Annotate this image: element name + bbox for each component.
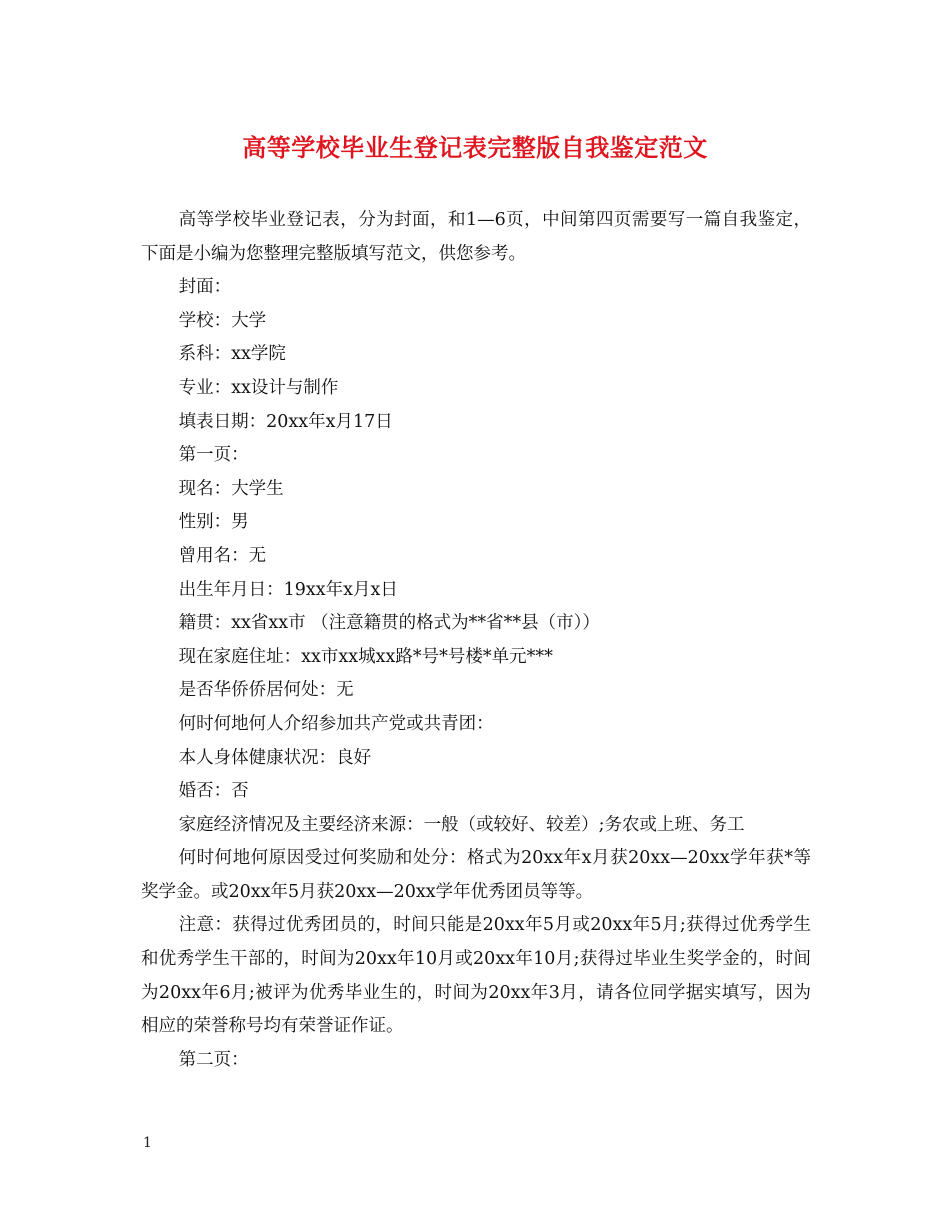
document-body (141, 204, 811, 1077)
former-name-line: 曾用名：无 (178, 545, 267, 566)
health-line: 本人身体健康状况：良好 (178, 747, 372, 768)
party-intro-line: 何时何地何人介绍参加共产党或共青团： (178, 713, 494, 734)
cover-heading: 封面： (178, 277, 232, 298)
page-two-heading: 第二页： (178, 1049, 249, 1070)
native-place-line: 籍贯：xx省xx市 （注意籍贯的格式为**省**县（市）） (178, 613, 600, 634)
awards-paragraph: 何时何地何原因受过何奖励和处分：格式为20xx年x月获20xx—20xx学年获*等奖学金。或20xx年5月获20xx—20xx学年优秀团员等等。 (141, 848, 811, 902)
marital-line: 婚否：否 (178, 781, 249, 802)
major-line: 专业：xx设计与制作 (178, 377, 339, 398)
page-one-heading: 第一页： (178, 445, 249, 466)
department-line: 系科：xx学院 (178, 344, 286, 365)
page-number: 1 (143, 1135, 152, 1151)
name-line: 现名：大学生 (178, 478, 284, 499)
document-title: 高等学校毕业生登记表完整版自我鉴定范文 (242, 133, 708, 162)
overseas-line: 是否华侨侨居何处：无 (178, 680, 354, 701)
intro-paragraph: 高等学校毕业登记表，分为封面，和1—6页，中间第四页需要写一篇自我鉴定，下面是小编为您整理完整版填写范文，供您参考。 (141, 210, 811, 264)
fill-date-line: 填表日期：20xx年x月17日 (178, 411, 393, 432)
home-address-line: 现在家庭住址：xx市xx城xx路*号*号楼*单元*** (178, 646, 553, 667)
school-line: 学校：大学 (178, 310, 267, 331)
birth-date-line: 出生年月日：19xx年x月x日 (178, 579, 398, 600)
family-economy-line: 家庭经济情况及主要经济来源：一般（或较好、较差）;务农或上班、务工 (178, 814, 745, 835)
note-paragraph: 注意：获得过优秀团员的，时间只能是20xx年5月或20xx年5月;获得过优秀学生和优秀学生干部的，时间为20xx年10月或20xx年10月;获得过毕业生奖学金的，时间为20xx年6月;被评为优秀毕业生的，时间为20xx年3月，请各位同学据实填写，因为相应的荣誉称号均有荣誉证作证。 (141, 915, 811, 1037)
gender-line: 性别：男 (178, 512, 249, 533)
